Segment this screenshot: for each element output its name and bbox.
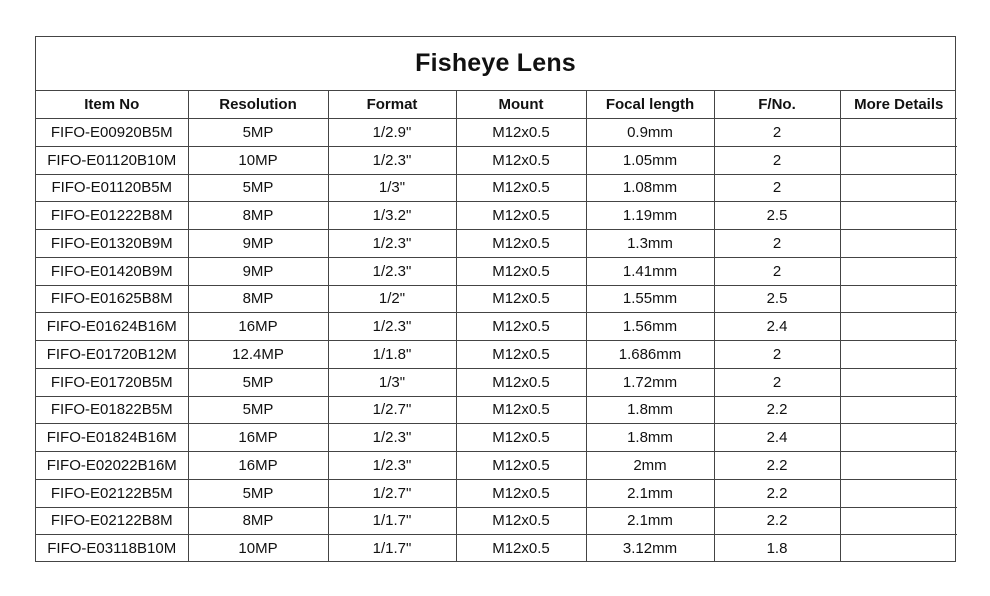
table-row [36,313,957,341]
f-number-cell: 2 [714,230,840,258]
table-row [36,479,957,507]
resolution-cell: 10MP [188,146,328,174]
more-details-cell[interactable] [840,535,957,562]
table-row [36,424,957,452]
f-number-cell: 2.4 [714,424,840,452]
more-details-cell[interactable] [840,202,957,230]
resolution-cell: 8MP [188,285,328,313]
more-details-cell[interactable] [840,257,957,285]
header-row [36,91,957,119]
f-number-cell: 2 [714,368,840,396]
f-number-cell: 2 [714,146,840,174]
f-number-cell: 2.2 [714,507,840,535]
column-header-mount: Mount [456,91,586,119]
table-row [36,535,957,562]
item-no-cell: FIFO-E02122B5M [36,479,188,507]
format-cell: 1/1.7" [328,535,456,562]
resolution-cell: 16MP [188,452,328,480]
item-no-cell: FIFO-E01222B8M [36,202,188,230]
format-cell: 1/2.3" [328,452,456,480]
f-number-cell: 2.2 [714,396,840,424]
focal-length-cell: 1.56mm [586,313,714,341]
resolution-cell: 5MP [188,368,328,396]
table-row [36,368,957,396]
f-number-cell: 2.2 [714,479,840,507]
mount-cell: M12x0.5 [456,285,586,313]
format-cell: 1/2.3" [328,146,456,174]
mount-cell: M12x0.5 [456,257,586,285]
format-cell: 1/1.8" [328,341,456,369]
item-no-cell: FIFO-E03118B10M [36,535,188,562]
more-details-cell[interactable] [840,452,957,480]
table-row [36,174,957,202]
more-details-cell[interactable] [840,368,957,396]
item-no-cell: FIFO-E01120B5M [36,174,188,202]
table-title: Fisheye Lens [36,37,955,91]
mount-cell: M12x0.5 [456,341,586,369]
focal-length-cell: 1.72mm [586,368,714,396]
item-no-cell: FIFO-E01320B9M [36,230,188,258]
focal-length-cell: 2mm [586,452,714,480]
table-row [36,285,957,313]
format-cell: 1/2.7" [328,479,456,507]
focal-length-cell: 1.41mm [586,257,714,285]
table-body [36,119,957,563]
mount-cell: M12x0.5 [456,230,586,258]
more-details-cell[interactable] [840,146,957,174]
format-cell: 1/2.3" [328,424,456,452]
mount-cell: M12x0.5 [456,424,586,452]
mount-cell: M12x0.5 [456,452,586,480]
column-header-resolution: Resolution [188,91,328,119]
focal-length-cell: 1.05mm [586,146,714,174]
mount-cell: M12x0.5 [456,396,586,424]
more-details-cell[interactable] [840,174,957,202]
table-row [36,230,957,258]
resolution-cell: 9MP [188,257,328,285]
format-cell: 1/2.3" [328,257,456,285]
f-number-cell: 2 [714,119,840,147]
more-details-cell[interactable] [840,230,957,258]
resolution-cell: 5MP [188,119,328,147]
resolution-cell: 5MP [188,396,328,424]
table-row [36,202,957,230]
table-row [36,507,957,535]
mount-cell: M12x0.5 [456,479,586,507]
f-number-cell: 2 [714,174,840,202]
resolution-cell: 16MP [188,313,328,341]
format-cell: 1/2" [328,285,456,313]
item-no-cell: FIFO-E01624B16M [36,313,188,341]
mount-cell: M12x0.5 [456,202,586,230]
item-no-cell: FIFO-E01625B8M [36,285,188,313]
table-row [36,396,957,424]
f-number-cell: 2 [714,341,840,369]
column-header-item-no: Item No [36,91,188,119]
focal-length-cell: 1.8mm [586,424,714,452]
format-cell: 1/2.3" [328,230,456,258]
f-number-cell: 2.5 [714,202,840,230]
mount-cell: M12x0.5 [456,146,586,174]
item-no-cell: FIFO-E01720B5M [36,368,188,396]
item-no-cell: FIFO-E00920B5M [36,119,188,147]
focal-length-cell: 1.3mm [586,230,714,258]
item-no-cell: FIFO-E01420B9M [36,257,188,285]
item-no-cell: FIFO-E02122B8M [36,507,188,535]
mount-cell: M12x0.5 [456,507,586,535]
format-cell: 1/1.7" [328,507,456,535]
focal-length-cell: 2.1mm [586,479,714,507]
table-row [36,341,957,369]
f-number-cell: 1.8 [714,535,840,562]
more-details-cell[interactable] [840,119,957,147]
resolution-cell: 5MP [188,479,328,507]
resolution-cell: 9MP [188,230,328,258]
more-details-cell[interactable] [840,396,957,424]
column-header-format: Format [328,91,456,119]
resolution-cell: 12.4MP [188,341,328,369]
item-no-cell: FIFO-E01824B16M [36,424,188,452]
format-cell: 1/3.2" [328,202,456,230]
more-details-cell[interactable] [840,507,957,535]
mount-cell: M12x0.5 [456,368,586,396]
table-row [36,146,957,174]
mount-cell: M12x0.5 [456,535,586,562]
table-row [36,257,957,285]
resolution-cell: 5MP [188,174,328,202]
item-no-cell: FIFO-E01822B5M [36,396,188,424]
f-number-cell: 2.5 [714,285,840,313]
focal-length-cell: 2.1mm [586,507,714,535]
column-header-more-details: More Details [840,91,957,119]
more-details-cell[interactable] [840,285,957,313]
focal-length-cell: 3.12mm [586,535,714,562]
focal-length-cell: 1.55mm [586,285,714,313]
f-number-cell: 2 [714,257,840,285]
resolution-cell: 8MP [188,507,328,535]
focal-length-cell: 1.08mm [586,174,714,202]
format-cell: 1/3" [328,368,456,396]
resolution-cell: 10MP [188,535,328,562]
format-cell: 1/2.3" [328,313,456,341]
mount-cell: M12x0.5 [456,119,586,147]
more-details-cell[interactable] [840,341,957,369]
more-details-cell[interactable] [840,424,957,452]
focal-length-cell: 1.8mm [586,396,714,424]
column-header-focal-length: Focal length [586,91,714,119]
resolution-cell: 8MP [188,202,328,230]
fisheye-lens-table [36,91,957,562]
format-cell: 1/2.9" [328,119,456,147]
item-no-cell: FIFO-E01720B12M [36,341,188,369]
more-details-cell[interactable] [840,479,957,507]
column-header-f-number: F/No. [714,91,840,119]
focal-length-cell: 0.9mm [586,119,714,147]
item-no-cell: FIFO-E01120B10M [36,146,188,174]
mount-cell: M12x0.5 [456,313,586,341]
item-no-cell: FIFO-E02022B16M [36,452,188,480]
product-table-panel [35,36,956,562]
format-cell: 1/2.7" [328,396,456,424]
focal-length-cell: 1.686mm [586,341,714,369]
mount-cell: M12x0.5 [456,174,586,202]
resolution-cell: 16MP [188,424,328,452]
more-details-cell[interactable] [840,313,957,341]
table-row [36,452,957,480]
table-row [36,119,957,147]
f-number-cell: 2.4 [714,313,840,341]
format-cell: 1/3" [328,174,456,202]
focal-length-cell: 1.19mm [586,202,714,230]
f-number-cell: 2.2 [714,452,840,480]
